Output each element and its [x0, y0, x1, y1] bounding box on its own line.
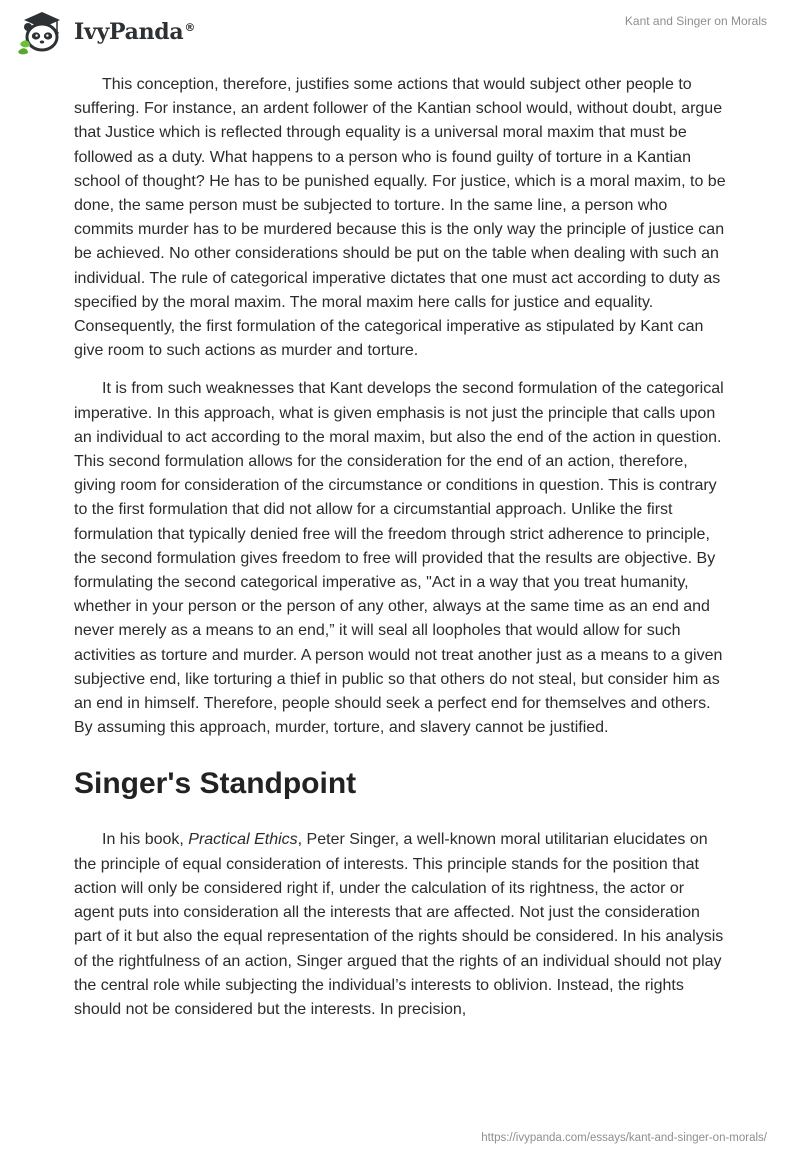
paragraph-body: , Peter Singer, a well-known moral utilitarian elucidates on the principle of equal consideration of interests. This principle stands for the position that action will only be considered right if, under the calculation of its rightness, the actor or agent puts into consideration all the interests that are affected. Not just the consideration part of it but also the equal representation of the rights should be considered. In his analysis of the rightfulness of an action, Singer argued that the rights of an individual should not play the central role while subjecting the individual’s interests to oblivion. Instead, the rights should not be considered but the interests. In precision, — [74, 831, 724, 1018]
brand-name: IvyPanda® — [74, 19, 196, 45]
source-url[interactable]: https://ivypanda.com/essays/kant-and-singer-on-morals/ — [481, 1132, 767, 1144]
registered-mark: ® — [184, 20, 196, 34]
book-title: Practical Ethics — [188, 831, 298, 849]
page-header — [0, 0, 800, 60]
document-title: Kant and Singer on Morals — [624, 14, 767, 28]
ivypanda-logo[interactable] — [14, 8, 195, 56]
paragraph-singer — [74, 828, 726, 1022]
section-heading-singer: Singer's Standpoint — [74, 767, 357, 801]
paragraph-prefix: In his book, — [102, 831, 189, 849]
paragraph-second-formulation: It is from such weaknesses that Kant develops the second formulation of the categorical imperative. In this approach, what is given emphasis is not just the principle that calls upon an individual to act according to the moral maxim, but also the end of the action in question. This second formulation allows for the consideration for the end of an action, therefore, giving room for consideration of the circumstance or conditions in question. This is contrary to the first formulation that did not allow for a circumstantial approach. Unlike the first formulation that typically denied free will the freedom through strict adherence to principle, the second formulation gives freedom to free will provided that the results are objective. By formulating the second categorical imperative as, "Act in a way that you treat humanity, whether in your person or the person of any other, always at the same time as an end and never merely as a means to an end,” it will seal all loopholes that would allow for such activities as torture and murder. A person would not treat another just as a means to a given subjective end, like torturing a thief in public so that others do not steal, but consider him as an end in himself. Therefore, people should seek a perfect end for themselves and others. By assuming this approach, murder, torture, and slavery cannot be justified. — [74, 380, 724, 737]
paragraph-justice: This conception, therefore, justifies some actions that would subject other people to suffering. For instance, an ardent follower of the Kantian school would, without doubt, argue that Justice which is reflected through equality is a universal moral maxim that must be followed as a duty. What happens to a person who is found guilty of torture in a Kantian school of thought? He has to be punished equally. For justice, which is a moral maxim, to be done, the same person must be subjected to torture. In the same line, a person who commits murder has to be murdered because this is the only way the principle of justice can be achieved. No other considerations should be put on the table when dealing with such an individual. The rule of categorical imperative dictates that one must act according to duty as specified by the moral maxim. The moral maxim here calls for justice and equality. Consequently, the first formulation of the categorical imperative as stipulated by Kant can give room to such actions as murder and torture. — [74, 76, 726, 360]
panda-graduate-icon — [14, 8, 70, 56]
essay-content — [74, 73, 726, 1036]
